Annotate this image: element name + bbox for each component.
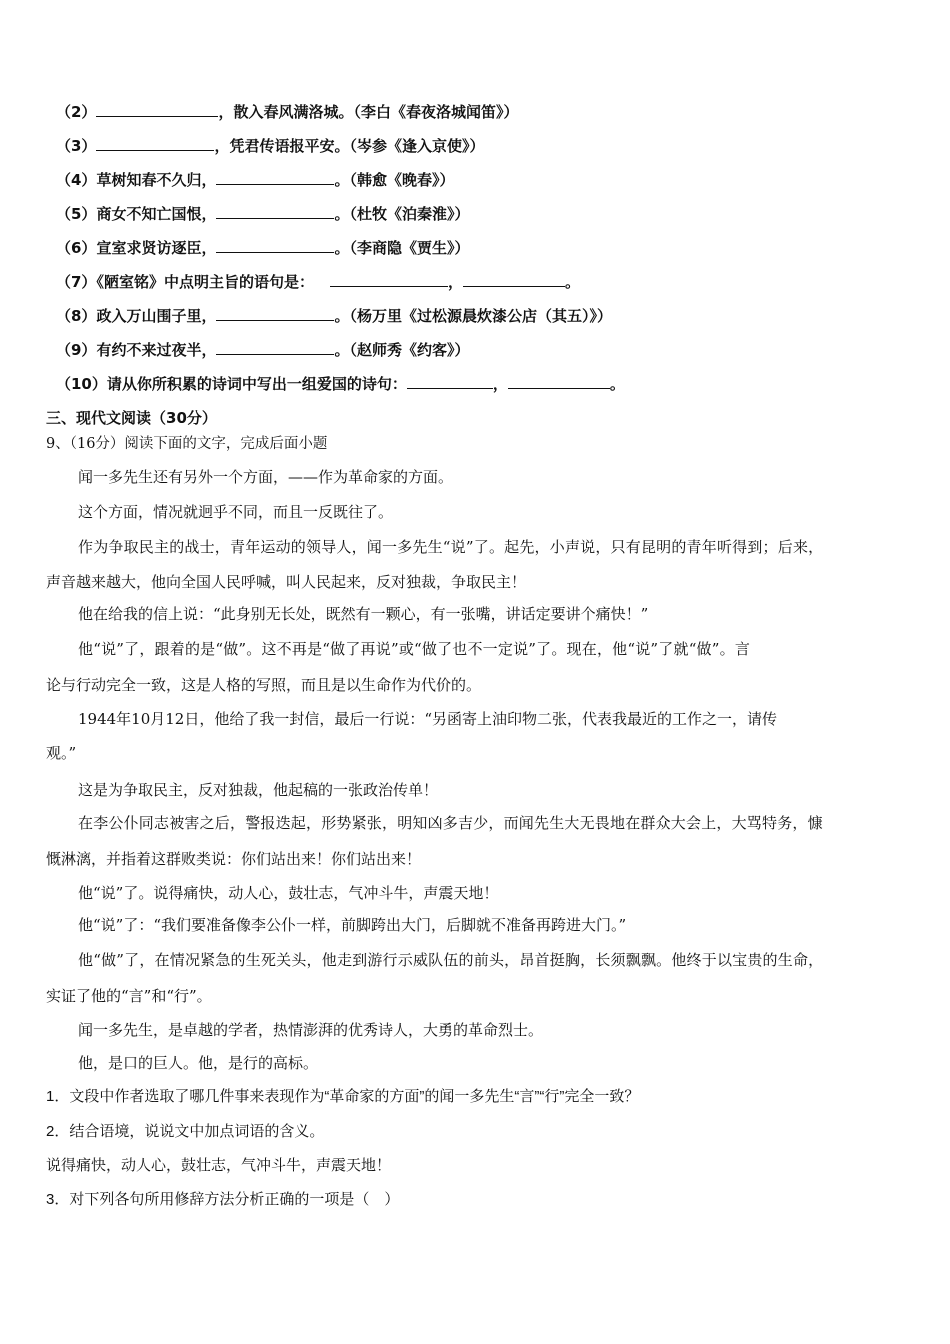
- fill-item-9: [56, 340, 469, 360]
- fill-item-2: [56, 102, 518, 122]
- item-text: 《陋室铭》中点明主旨的语句是：: [96, 273, 314, 291]
- passage-line: 这是为争取民主，反对独裁，他起稿的一张政治传单！: [78, 781, 439, 799]
- passage-line: 作为争取民主的战士，青年运动的领导人，闻一多先生“说”了。起先，小声说，只有昆明的青年听得到；后来，: [78, 538, 824, 556]
- fill-item-10: [56, 374, 625, 394]
- passage-line: 他在给我的信上说：“此身别无长处，既然有一颗心，有一张嘴，讲话定要讲个痛快！”: [78, 605, 649, 623]
- item-text: 。: [609, 375, 625, 393]
- answer-blank[interactable]: [216, 204, 334, 219]
- passage-line: 声音越来越大，他向全国人民呼喊，叫人民起来，反对独裁，争取民主！: [46, 573, 527, 591]
- fill-item-8: [56, 306, 612, 326]
- fill-item-4: [56, 170, 454, 190]
- fill-item-3: [56, 136, 484, 156]
- answer-blank[interactable]: [216, 238, 334, 253]
- item-number: （3）: [56, 137, 97, 155]
- item-number: （2）: [56, 103, 97, 121]
- passage-line: 1944年10月12日，他给了我一封信，最后一行说：“另函寄上油印物二张，代表我最近的工作之一，请传: [78, 710, 778, 728]
- section-title: 三、现代文阅读（30分）: [46, 409, 217, 427]
- item-text: 草树知春不久归，: [96, 171, 217, 189]
- answer-blank[interactable]: [330, 272, 448, 287]
- passage-line: 他“说”了，跟着的是“做”。这不再是“做了再说”或“做了也不一定说”了。现在，他“说”了就“做”。言: [78, 640, 751, 658]
- fill-item-5: [56, 204, 469, 224]
- answer-blank[interactable]: [216, 340, 334, 355]
- passage-line: 他“说”了：“我们要准备像李公仆一样，前脚跨出大门，后脚就不准备再跨进大门。”: [78, 916, 627, 934]
- item-text: ，: [492, 375, 508, 393]
- question-3: 3．对下列各句所用修辞方法分析正确的一项是（ ）: [46, 1191, 400, 1208]
- item-number: （8）: [56, 307, 97, 325]
- item-number: （10）: [56, 375, 107, 393]
- item-text: ，: [447, 273, 463, 291]
- question-2-phrase: 说得痛快，动人心，鼓壮志，气冲斗牛，声震天地！: [46, 1157, 392, 1174]
- item-text: 。（杜牧《泊秦淮》）: [334, 205, 470, 223]
- answer-blank[interactable]: [96, 102, 218, 117]
- fill-item-6: [56, 238, 469, 258]
- answer-blank[interactable]: [96, 136, 214, 151]
- item-text: 有约不来过夜半，: [96, 341, 217, 359]
- answer-blank[interactable]: [216, 306, 334, 321]
- passage-line: 闻一多先生还有另外一个方面，——作为革命家的方面。: [78, 468, 454, 486]
- item-text: 请从你所积累的诗词中写出一组爱国的诗句：: [106, 375, 407, 393]
- passage-line: 闻一多先生，是卓越的学者，热情澎湃的优秀诗人，大勇的革命烈士。: [78, 1021, 544, 1039]
- passage-line: 这个方面，情况就迥乎不同，而且一反既往了。: [78, 503, 394, 521]
- answer-blank[interactable]: [407, 374, 493, 389]
- question-2: 2．结合语境，说说文中加点词语的含义。: [46, 1123, 325, 1140]
- item-text: 。（李商隐《贾生》）: [334, 239, 470, 257]
- answer-blank[interactable]: [508, 374, 610, 389]
- item-number: （9）: [56, 341, 97, 359]
- item-text: ，凭君传语报平安。（岑参《逢入京使》）: [214, 137, 485, 155]
- passage-line: 慨淋漓，并指着这群败类说：你们站出来！你们站出来！: [46, 850, 422, 868]
- passage-line: 观。”: [46, 744, 77, 762]
- item-number: （6）: [56, 239, 97, 257]
- question-intro: 9、（16分）阅读下面的文字，完成后面小题: [46, 436, 328, 452]
- item-text: 政入万山围子里，: [96, 307, 217, 325]
- item-text: 商女不知亡国恨，: [96, 205, 217, 223]
- item-text: 。（韩愈《晚春》）: [334, 171, 455, 189]
- passage-line: 在李公仆同志被害之后，警报迭起，形势紧张，明知凶多吉少，而闻先生大无畏地在群众大会上，大骂特务，慷: [78, 814, 823, 832]
- passage-line: 实证了他的“言”和“行”。: [46, 987, 212, 1005]
- item-number: （4）: [56, 171, 97, 189]
- passage-line: 论与行动完全一致，这是人格的写照，而且是以生命作为代价的。: [46, 676, 482, 694]
- answer-blank[interactable]: [216, 170, 334, 185]
- passage-line: 他“说”了。说得痛快，动人心，鼓壮志，气冲斗牛，声震天地！: [78, 884, 499, 902]
- item-text: 。（赵师秀《约客》）: [334, 341, 470, 359]
- fill-item-7: [56, 272, 580, 292]
- item-number: （7）: [56, 273, 97, 291]
- answer-blank[interactable]: [463, 272, 565, 287]
- passage-line: 他，是口的巨人。他，是行的高标。: [78, 1054, 319, 1072]
- passage-line: 他“做”了，在情况紧急的生死关头，他走到游行示威队伍的前头，昂首挺胸，长须飘飘。他终于以宝贵的生命，: [78, 951, 824, 969]
- item-text: 。（杨万里《过松源晨炊漆公店（其五）》）: [334, 307, 612, 325]
- question-1: 1．文段中作者选取了哪几件事来表现作为“革命家的方面”的闻一多先生“言”“行”完全一致？: [46, 1088, 640, 1105]
- item-text: 。: [564, 273, 580, 291]
- item-text: ，散入春风满洛城。（李白《春夜洛城闻笛》）: [218, 103, 519, 121]
- item-text: 宣室求贤访逐臣，: [96, 239, 217, 257]
- item-number: （5）: [56, 205, 97, 223]
